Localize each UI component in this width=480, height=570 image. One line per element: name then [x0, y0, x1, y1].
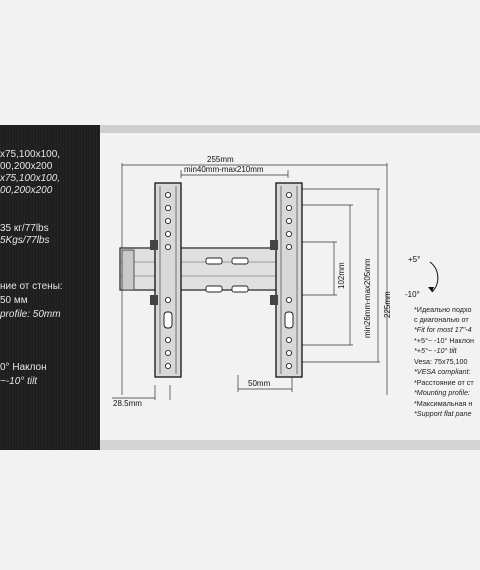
note-line: *Максимальная н [414, 399, 473, 408]
spec-line: ~-10° tilt [0, 376, 38, 387]
spec-line: 5Kgs/77lbs [0, 235, 50, 246]
tilt-down-label: -10° [405, 290, 420, 299]
note-line: *Support flat pane [414, 409, 472, 418]
tilt-arc [428, 262, 438, 292]
dim-height-total: 225mm [383, 291, 392, 318]
note-line: *VESA compliant: [414, 367, 471, 376]
spec-line: 35 кг/77lbs [0, 223, 49, 234]
dim-profile: 50mm [248, 379, 271, 388]
dim-inner-height: 102mm [337, 262, 346, 289]
dim-depth: 28.5mm [113, 399, 142, 408]
note-line: с диагональю от [414, 315, 469, 324]
spec-line: x75,100x100, [0, 173, 61, 184]
spec-line: 0° Наклон [0, 362, 47, 373]
left-vertical-arm [150, 183, 181, 377]
tilt-up-label: +5° [408, 255, 421, 264]
note-line: *Расстояние от ст [414, 378, 474, 387]
note-line: Vesa: 75x75,100 [414, 357, 468, 366]
note-line: *Идеально подхо [414, 305, 472, 314]
dim-hole-spacing: min40mm-max210mm [184, 165, 264, 174]
spec-line: 50 мм [0, 295, 28, 306]
note-line: *+5°~ -10° Наклон [414, 336, 474, 345]
dim-height-min-max: min26mm-max205mm [363, 258, 372, 338]
spec-line: 00,200x200 [0, 185, 53, 196]
spec-line: x75,100x100, [0, 149, 61, 160]
note-line: *+5°~ -10° tilt [414, 346, 457, 355]
spec-line: ние от стены: [0, 281, 63, 292]
horizontal-rail [120, 248, 290, 292]
spec-line: profile: 50mm [0, 309, 61, 320]
note-line: *Mounting profile: [414, 388, 470, 397]
note-line: *Fit for most 17"-4 [414, 325, 472, 334]
dim-width-total: 255mm [207, 155, 234, 164]
spec-line: 00,200x200 [0, 161, 53, 172]
